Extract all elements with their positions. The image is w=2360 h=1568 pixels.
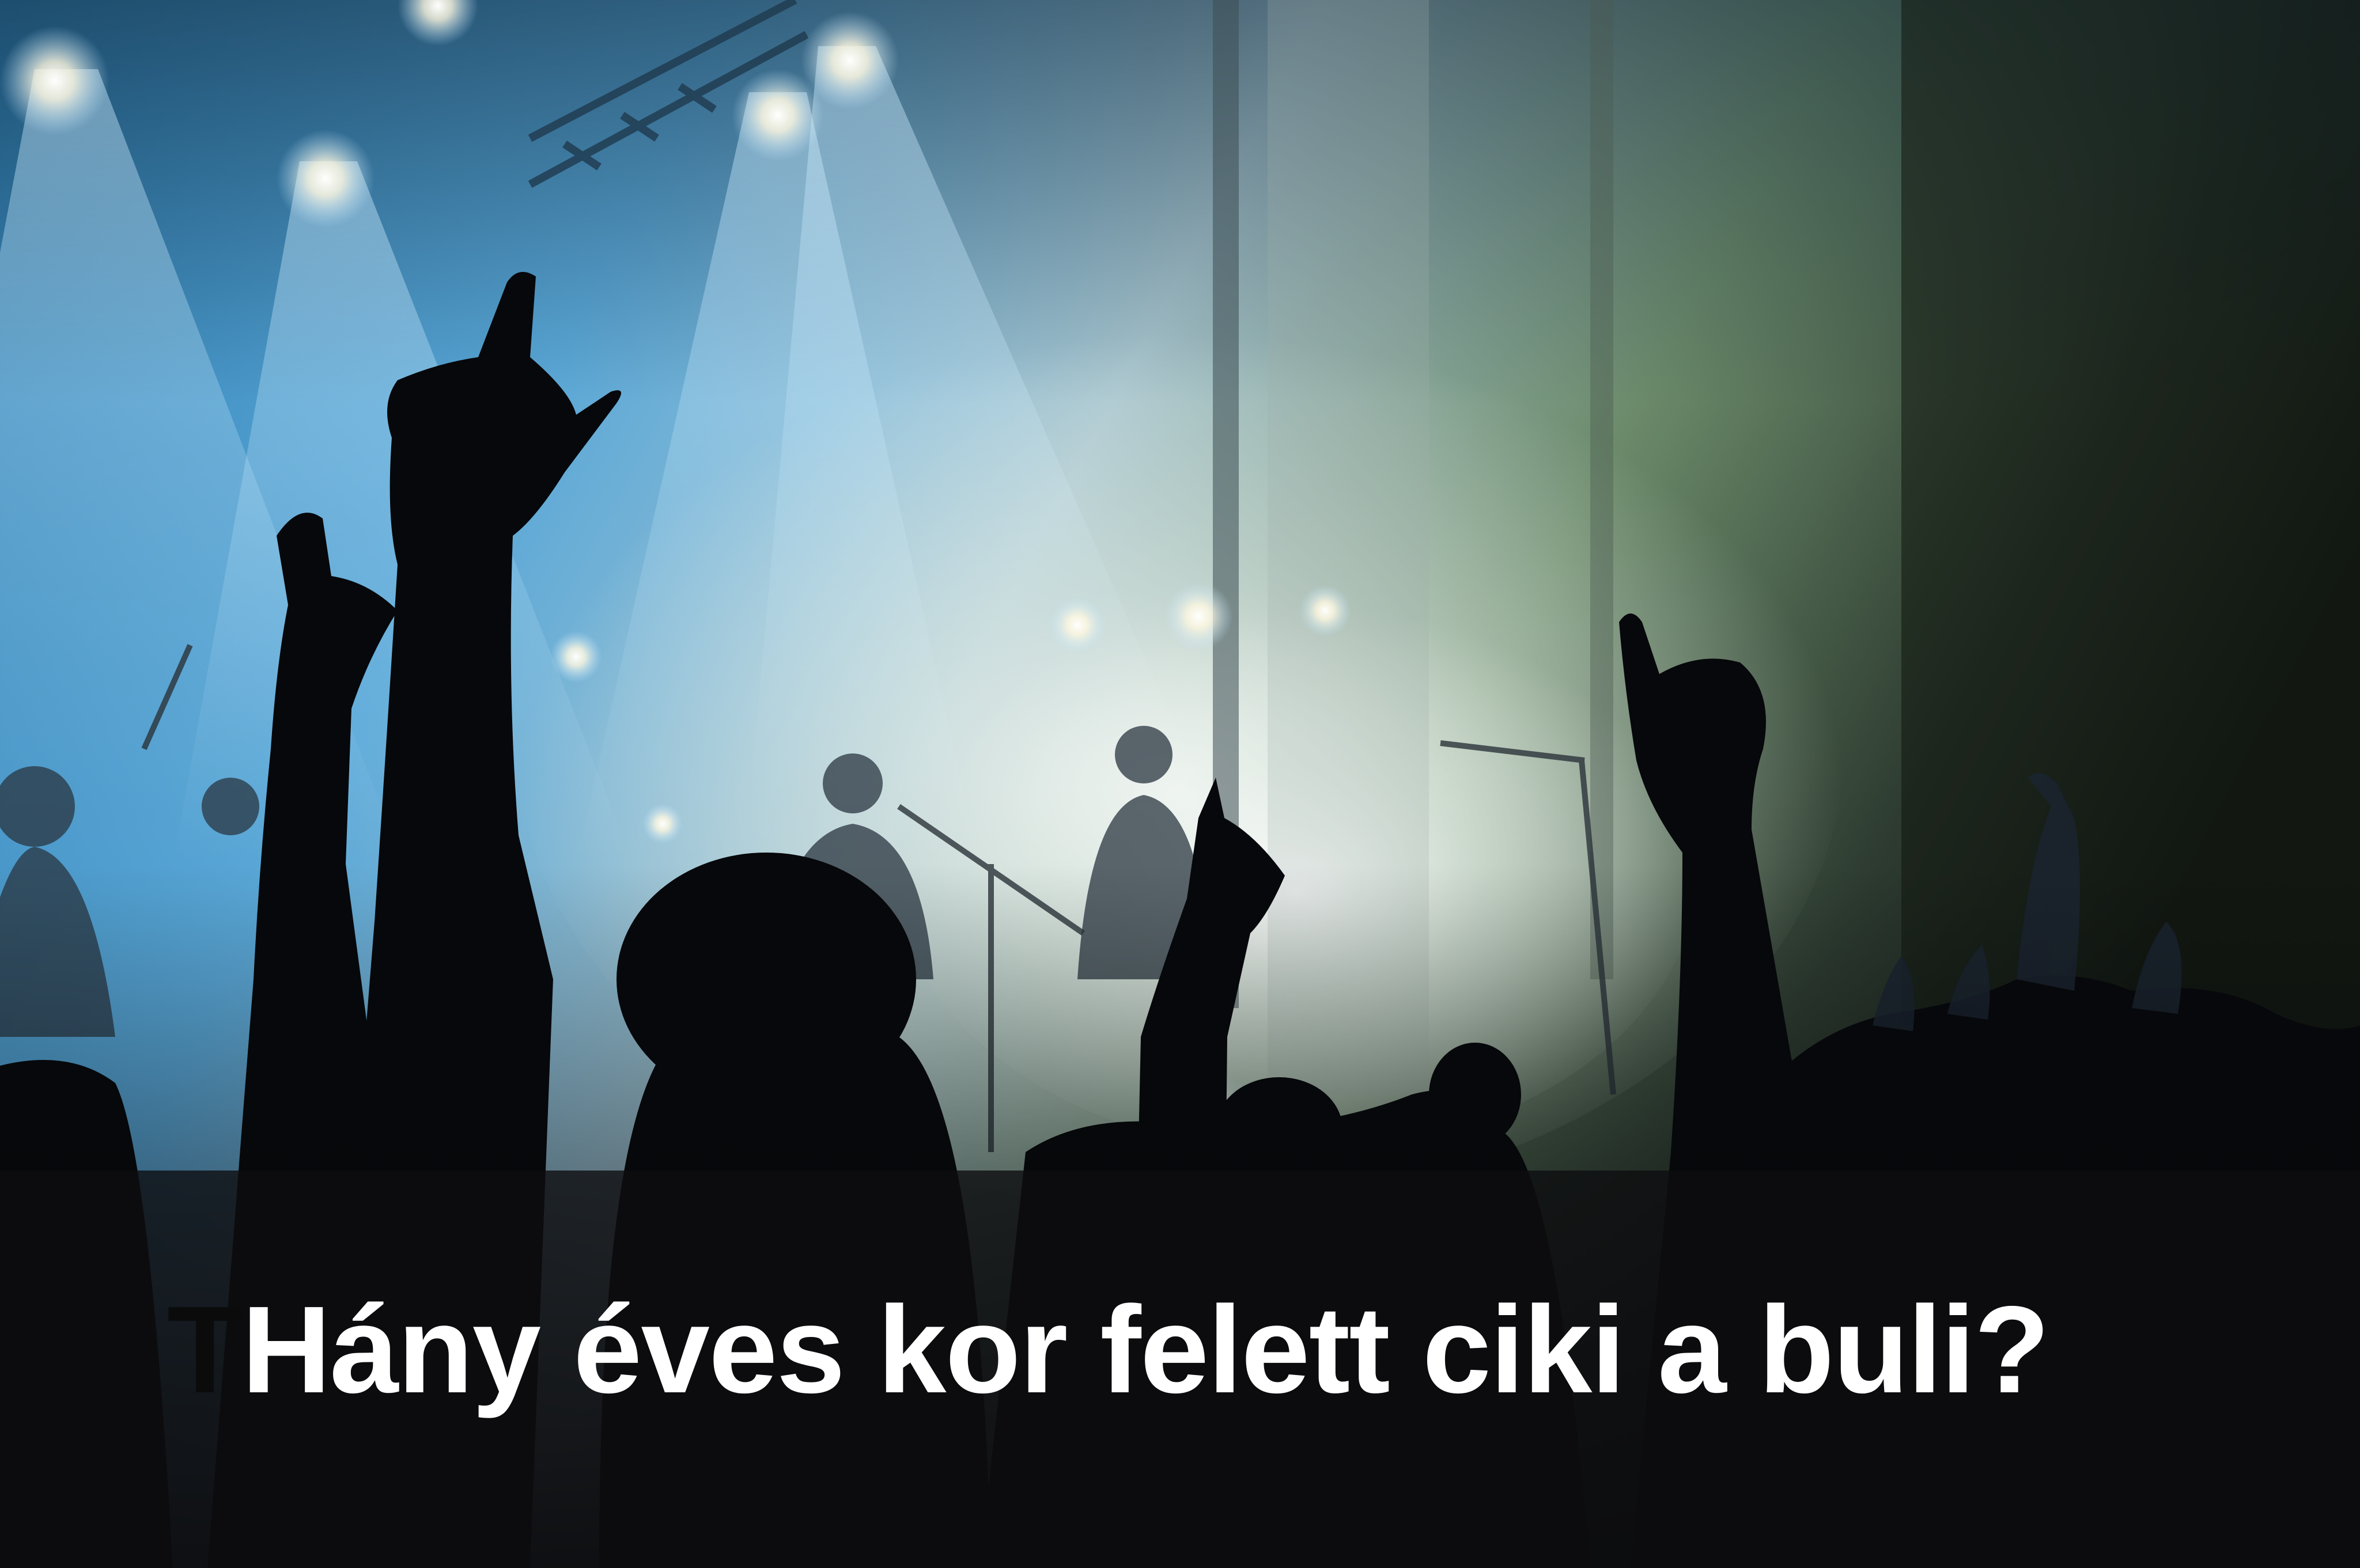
headline-caption — [167, 1278, 2049, 1422]
caption-lead-letter: T — [167, 1280, 242, 1419]
caption-text: Hány éves kor felett ciki a buli? — [241, 1280, 2049, 1419]
